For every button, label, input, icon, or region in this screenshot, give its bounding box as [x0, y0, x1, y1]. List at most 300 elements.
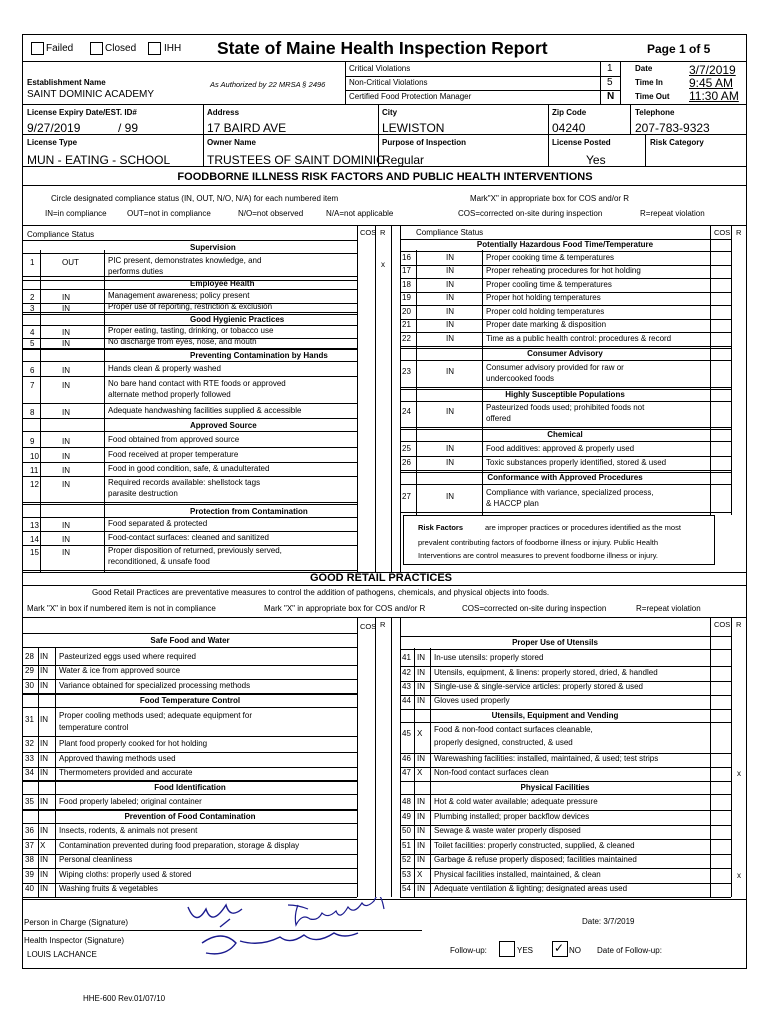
item-number: 48 — [402, 797, 411, 806]
compliance-status[interactable]: IN — [40, 681, 48, 690]
item-description: Approved thawing methods used — [59, 754, 176, 763]
item-description: Proper disposition of returned, previously served, — [108, 546, 282, 555]
row-divider — [400, 722, 731, 723]
followup-yes-label: YES — [517, 946, 534, 955]
form-number: HHE-600 Rev.01/07/10 — [83, 994, 166, 1003]
zip-label: Zip Code — [552, 108, 587, 117]
compliance-status[interactable]: IN — [40, 715, 48, 724]
item-description-2: undercooked foods — [486, 374, 555, 383]
compliance-status[interactable]: IN — [446, 444, 454, 453]
item-description: Plant food properly cooked for hot holding — [59, 739, 208, 748]
row-divider — [400, 360, 731, 361]
row-divider — [22, 418, 357, 419]
compliance-status-left: Compliance Status — [27, 230, 95, 239]
date-label: Date — [635, 64, 653, 73]
compliance-status[interactable]: IN — [62, 381, 70, 390]
row-divider — [22, 349, 357, 350]
item-description: Variance obtained for specialized processing methods — [59, 681, 251, 690]
inspector-label: Health Inspector (Signature) — [24, 936, 125, 945]
compliance-status[interactable]: IN — [62, 328, 70, 337]
row-divider — [400, 278, 731, 279]
section-title: Consumer Advisory — [527, 349, 603, 358]
item-number: 14 — [30, 535, 39, 544]
risk-factors-note-3: Interventions are control measures to prevent foodborne illness or injury. — [418, 551, 658, 560]
compliance-status[interactable]: IN — [62, 521, 70, 530]
item-number: 12 — [30, 480, 39, 489]
risk-factors-title: FOODBORNE ILLNESS RISK FACTORS AND PUBLIC HEALTH INTERVENTIONS — [177, 171, 593, 183]
item-description: Food obtained from approved source — [108, 435, 240, 444]
markx-instructions: Mark"X" in appropriate box for COS and/or R — [470, 194, 630, 203]
section-title: Proper Use of Utensils — [512, 638, 598, 647]
compliance-status[interactable]: IN — [417, 653, 425, 662]
license-type-value: MUN - EATING - SCHOOL — [27, 153, 171, 167]
followup-yes-checkbox[interactable] — [499, 941, 515, 957]
zip-value: 04240 — [552, 121, 586, 135]
compliance-status[interactable]: IN — [446, 458, 454, 467]
compliance-status[interactable]: IN — [40, 768, 48, 777]
row-divider — [400, 636, 731, 637]
item-description: Non-food contact surfaces clean — [434, 768, 549, 777]
item-description: Food additives: approved & properly used — [486, 444, 635, 453]
item-description-2: properly designed, constructed, & used — [434, 738, 573, 747]
item-description: Personal cleanliness — [59, 855, 133, 864]
item-description: Management awareness; policy present — [108, 291, 250, 300]
compliance-status[interactable]: IN — [62, 535, 70, 544]
item-description: Pasteurized foods used; prohibited foods not — [486, 403, 645, 412]
section-title: Highly Susceptible Populations — [505, 390, 625, 399]
retail-markcos: Mark "X" in appropriate box for COS and/or R — [264, 604, 426, 613]
section-title: Food Temperature Control — [139, 696, 241, 705]
item-number: 8 — [30, 408, 35, 417]
row-divider — [22, 314, 357, 315]
item-number: 37 — [25, 841, 34, 850]
compliance-status[interactable]: IN — [417, 696, 425, 705]
row-divider — [400, 332, 731, 333]
legend-out: OUT=not in compliance — [127, 209, 211, 218]
item-number: 20 — [402, 307, 411, 316]
item-description: Proper cooking time & temperatures — [486, 253, 615, 262]
row-divider — [22, 707, 357, 708]
cfpm-label: Certified Food Protection Manager — [349, 92, 472, 101]
report-date: Date: 3/7/2019 — [582, 917, 635, 926]
ihh-label: IHH — [164, 43, 182, 54]
item-number: 21 — [402, 320, 411, 329]
item-number: 50 — [402, 826, 411, 835]
license-type-label: License Type — [27, 138, 78, 147]
item-number: 54 — [402, 884, 411, 893]
row-divider — [22, 647, 357, 648]
item-number: 47 — [402, 768, 411, 777]
item-description: Washing fruits & vegetables — [59, 884, 158, 893]
row-divider — [22, 752, 357, 753]
row-divider — [22, 794, 357, 795]
row-divider — [22, 868, 357, 869]
item-description: Contamination prevented during food preparation, storage & display — [59, 841, 300, 850]
retail-cos-right: COS — [714, 620, 731, 629]
compliance-status[interactable]: IN — [62, 452, 70, 461]
time-out-value: 11:30 AM — [689, 89, 739, 103]
compliance-status[interactable]: IN — [62, 304, 70, 313]
item-number: 30 — [25, 681, 34, 690]
item-number: 41 — [402, 653, 411, 662]
authorization-text: As Authorized by 22 MRSA § 2496 — [210, 80, 326, 89]
row-divider — [400, 709, 731, 710]
compliance-status[interactable]: IN — [62, 293, 70, 302]
item-number: 45 — [402, 729, 411, 738]
item-number: 10 — [30, 452, 39, 461]
legend-no: N/O=not observed — [238, 209, 304, 218]
item-number: 19 — [402, 293, 411, 302]
license-posted-value: Yes — [586, 153, 606, 167]
failed-checkbox[interactable] — [31, 42, 44, 55]
item-description: In-use utensils: properly stored — [434, 653, 544, 662]
item-number: 33 — [25, 754, 34, 763]
row-divider — [22, 531, 357, 532]
compliance-status[interactable]: IN — [62, 366, 70, 375]
date-value: 3/7/2019 — [689, 63, 736, 77]
compliance-status[interactable]: IN — [62, 408, 70, 417]
page-title: State of Maine Health Inspection Report — [217, 38, 548, 58]
compliance-status[interactable]: IN — [446, 367, 454, 376]
compliance-status[interactable]: IN — [417, 884, 425, 893]
row-divider — [400, 868, 731, 869]
compliance-status[interactable]: IN — [40, 797, 48, 806]
followup-no-label: NO — [569, 946, 581, 955]
compliance-status[interactable]: OUT — [62, 258, 79, 267]
row-divider — [22, 823, 357, 824]
establishment-label: Establishment Name — [27, 78, 106, 87]
address-label: Address — [207, 108, 240, 117]
compliance-status[interactable]: IN — [446, 407, 454, 416]
item-number: 46 — [402, 754, 411, 763]
section-title: Potentially Hazardous Food Time/Temperature — [476, 240, 654, 249]
item-number: 32 — [25, 739, 34, 748]
noncritical-label: Non-Critical Violations — [349, 78, 428, 87]
row-divider — [400, 387, 731, 388]
item-description-2: offered — [486, 414, 511, 423]
est-id-value: / 99 — [118, 121, 139, 135]
cos-header-left: COS — [360, 228, 377, 237]
row-divider — [22, 679, 357, 680]
item-number: 5 — [30, 339, 35, 348]
compliance-status[interactable]: IN — [40, 884, 48, 893]
compliance-status[interactable]: IN — [417, 754, 425, 763]
legend-in: IN=in compliance — [45, 209, 107, 218]
item-description: Gloves used properly — [434, 696, 510, 705]
followup-no-checkbox[interactable] — [552, 941, 568, 957]
compliance-status[interactable]: IN — [446, 293, 454, 302]
repeat-mark[interactable]: x — [737, 871, 741, 880]
row-divider — [400, 810, 731, 811]
item-description: Water & ice from approved source — [59, 666, 181, 675]
row-divider — [400, 401, 731, 402]
item-number: 16 — [402, 253, 411, 262]
item-number: 26 — [402, 458, 411, 467]
risk-factors-note-2: prevalent contributing factors of foodborne illness or injury. Public Health — [418, 538, 658, 547]
row-divider — [22, 376, 357, 377]
compliance-status[interactable]: IN — [40, 652, 48, 661]
row-divider — [22, 517, 357, 518]
compliance-status[interactable]: X — [40, 841, 46, 850]
row-divider — [400, 427, 731, 428]
compliance-status-right: Compliance Status — [416, 228, 484, 237]
item-description-2: performs duties — [108, 267, 164, 276]
time-in-value: 9:45 AM — [689, 76, 734, 90]
row-divider — [22, 289, 357, 290]
item-description: No bare hand contact with RTE foods or approved — [108, 379, 286, 388]
risk-category-label: Risk Category — [650, 138, 704, 147]
row-divider — [400, 839, 731, 840]
compliance-status[interactable]: IN — [62, 548, 70, 557]
item-description: Thermometers provided and accurate — [59, 768, 193, 777]
row-divider — [400, 441, 731, 442]
compliance-status[interactable]: IN — [417, 682, 425, 691]
row-divider — [400, 484, 731, 485]
failed-label: Failed — [46, 43, 74, 54]
ihh-checkbox[interactable] — [148, 42, 161, 55]
item-description: Food separated & protected — [108, 519, 208, 528]
risk-factors-note-1: are improper practices or procedures identified as the most — [485, 523, 681, 532]
item-description: Time as a public health control: procedures & record — [486, 334, 672, 343]
row-divider — [22, 810, 357, 811]
legend-na: N/A=not applicable — [326, 209, 394, 218]
row-divider — [22, 504, 357, 505]
item-description-2: temperature control — [59, 723, 129, 732]
row-divider — [400, 781, 731, 782]
row-divider — [22, 781, 357, 782]
item-description: Insects, rodents, & animals not present — [59, 826, 198, 835]
row-divider — [22, 462, 357, 463]
item-description: Proper cooling time & temperatures — [486, 280, 612, 289]
item-number: 38 — [25, 855, 34, 864]
item-description: Compliance with variance, specialized process, — [486, 488, 654, 497]
item-number: 49 — [402, 812, 411, 821]
compliance-status[interactable]: IN — [40, 754, 48, 763]
compliance-status[interactable]: IN — [40, 666, 48, 675]
item-description: Proper date marking & disposition — [486, 320, 607, 329]
critical-count: 1 — [607, 63, 613, 74]
item-number: 22 — [402, 334, 411, 343]
item-description: No discharge from eyes, nose, and mouth — [108, 337, 257, 346]
item-description: Proper hot holding temperatures — [486, 293, 601, 302]
row-divider — [22, 403, 357, 404]
item-description: Hands clean & properly washed — [108, 364, 221, 373]
item-description: Food in good condition, safe, & unadulterated — [108, 464, 270, 473]
compliance-status[interactable]: IN — [446, 266, 454, 275]
row-divider — [22, 839, 357, 840]
compliance-status[interactable]: IN — [417, 797, 425, 806]
compliance-status[interactable]: IN — [62, 339, 70, 348]
section-title: Physical Facilities — [520, 783, 590, 792]
followup-label: Follow-up: — [450, 946, 487, 955]
item-number: 6 — [30, 366, 35, 375]
item-description: Proper cooling methods used; adequate equipment for — [59, 711, 253, 720]
purpose-value: Regular — [382, 153, 425, 167]
item-number: 7 — [30, 381, 35, 390]
row-divider — [22, 253, 357, 254]
compliance-status[interactable]: IN — [40, 826, 48, 835]
row-divider — [22, 240, 357, 241]
item-description: Food received at proper temperature — [108, 450, 239, 459]
item-description: Wiping cloths: properly used & stored — [59, 870, 192, 879]
item-number: 9 — [30, 437, 35, 446]
item-number: 24 — [402, 407, 411, 416]
person-in-charge-label: Person in Charge (Signature) — [24, 918, 129, 927]
row-divider — [22, 280, 357, 281]
telephone-label: Telephone — [635, 108, 675, 117]
cos-header-right: COS — [714, 228, 731, 237]
item-description: Single-use & single-service articles: properly stored & used — [434, 682, 643, 691]
time-out-label: Time Out — [635, 92, 670, 101]
retail-legend-cos: COS=corrected on-site during inspection — [462, 604, 607, 613]
item-number: 28 — [25, 652, 34, 661]
item-description: Physical facilities installed, maintained, & clean — [434, 870, 601, 879]
compliance-status[interactable]: IN — [40, 870, 48, 879]
item-description: Adequate handwashing facilities supplied & accessible — [108, 406, 302, 415]
row-divider — [400, 470, 731, 471]
item-number: 42 — [402, 668, 411, 677]
compliance-status[interactable]: IN — [446, 492, 454, 501]
r-header-right: R — [736, 228, 742, 237]
item-number: 52 — [402, 855, 411, 864]
row-divider — [400, 305, 731, 306]
item-number: 34 — [25, 768, 34, 777]
noncritical-count: 5 — [607, 77, 613, 88]
section-title: Safe Food and Water — [150, 636, 230, 645]
repeat-mark[interactable]: x — [737, 769, 741, 778]
compliance-status[interactable]: X — [417, 729, 423, 738]
item-description: Proper cold holding temperatures — [486, 307, 605, 316]
row-divider — [22, 447, 357, 448]
compliance-status[interactable]: IN — [62, 466, 70, 475]
item-number: 29 — [25, 666, 34, 675]
telephone-value: 207-783-9323 — [635, 121, 710, 135]
compliance-status[interactable]: IN — [446, 320, 454, 329]
item-number: 25 — [402, 444, 411, 453]
item-number: 4 — [30, 328, 35, 337]
item-description-2: alternate method properly followed — [108, 390, 231, 399]
cfpm-value: N — [607, 91, 615, 102]
item-description: Toxic substances properly identified, stored & used — [486, 458, 667, 467]
row-divider — [400, 251, 731, 252]
item-number: 43 — [402, 682, 411, 691]
item-description: Required records available: shellstock tags — [108, 478, 261, 487]
time-in-label: Time In — [635, 78, 663, 87]
item-description: Pasteurized eggs used where required — [59, 652, 196, 661]
compliance-status[interactable]: IN — [417, 668, 425, 677]
page-number: Page 1 of 5 — [647, 42, 711, 56]
item-description: Plumbing installed; proper backflow devices — [434, 812, 590, 821]
critical-label: Critical Violations — [349, 64, 411, 73]
row-divider — [22, 502, 357, 503]
row-divider — [22, 431, 357, 432]
city-label: City — [382, 108, 398, 117]
item-number: 44 — [402, 696, 411, 705]
compliance-status[interactable]: IN — [446, 307, 454, 316]
item-description: Warewashing facilities: installed, maintained, & used; test strips — [434, 754, 659, 763]
good-retail-subtitle: Good Retail Practices are preventative measures to control the addition of pathogens, chemicals, and physical objects into foods. — [92, 588, 550, 597]
item-description-2: reconditioned, & unsafe food — [108, 557, 210, 566]
compliance-status[interactable]: IN — [40, 739, 48, 748]
compliance-status[interactable]: IN — [417, 855, 425, 864]
row-divider — [22, 736, 357, 737]
item-number: 17 — [402, 266, 411, 275]
section-title: Food Identification — [154, 783, 226, 792]
legend-r: R=repeat violation — [640, 209, 705, 218]
legend-cos: COS=corrected on-site during inspection — [458, 209, 603, 218]
row-divider — [400, 649, 731, 650]
item-description-2: & HACCP plan — [486, 499, 539, 508]
good-retail-title: GOOD RETAIL PRACTICES — [310, 572, 452, 584]
compliance-status[interactable]: X — [417, 768, 423, 777]
risk-factors-note-title: Risk Factors — [418, 523, 464, 532]
item-number: 35 — [25, 797, 34, 806]
followup-no-checkmark: ✓ — [554, 941, 565, 955]
compliance-status[interactable]: IN — [446, 280, 454, 289]
row-divider — [400, 346, 731, 347]
compliance-status[interactable]: X — [417, 870, 423, 879]
retail-r-left: R — [380, 620, 386, 629]
item-number: 31 — [25, 715, 34, 724]
compliance-status[interactable]: IN — [40, 855, 48, 864]
item-number: 18 — [402, 280, 411, 289]
closed-checkbox[interactable] — [90, 42, 103, 55]
item-number: 51 — [402, 841, 411, 850]
row-divider — [400, 794, 731, 795]
row-divider — [22, 633, 357, 634]
closed-label: Closed — [105, 43, 137, 54]
item-description: Toilet facilities: properly constructed, supplied, & cleaned — [434, 841, 635, 850]
item-description: Garbage & refuse properly disposed; facilities maintained — [434, 855, 637, 864]
license-posted-label: License Posted — [552, 138, 611, 147]
row-divider — [400, 666, 731, 667]
row-divider — [22, 312, 357, 313]
section-title: Prevention of Food Contamination — [124, 812, 256, 821]
compliance-status[interactable]: IN — [446, 253, 454, 262]
inspector-name: LOUIS LACHANCE — [27, 950, 97, 959]
establishment-value: SAINT DOMINIC ACADEMY — [27, 89, 155, 100]
retail-r-right: R — [736, 620, 742, 629]
retail-cos-left: COS — [360, 622, 377, 631]
owner-value: TRUSTEES OF SAINT DOMINIC — [207, 153, 385, 167]
item-description: Proper use of reporting, restriction & exclusion — [108, 302, 273, 311]
address-value: 17 BAIRD AVE — [207, 121, 287, 135]
compliance-status[interactable]: IN — [62, 480, 70, 489]
item-number: 11 — [30, 466, 39, 475]
retail-markbox: Mark "X" in box if numbered item is not in compliance — [27, 604, 216, 613]
r-header-left: R — [380, 228, 386, 237]
owner-label: Owner Name — [207, 138, 256, 147]
compliance-status[interactable]: IN — [446, 334, 454, 343]
item-number: 53 — [402, 870, 411, 879]
item-description: Adequate ventilation & lighting; designated areas used — [434, 884, 628, 893]
compliance-status[interactable]: IN — [62, 437, 70, 446]
item-description: Food & non-food contact surfaces cleanable, — [434, 725, 593, 734]
item-number: 23 — [402, 367, 411, 376]
cos-mark[interactable]: x — [381, 260, 385, 269]
item-description: Proper reheating procedures for hot holding — [486, 266, 641, 275]
compliance-status[interactable]: IN — [417, 826, 425, 835]
section-title: Conformance with Approved Procedures — [487, 473, 643, 482]
row-divider — [400, 456, 731, 457]
compliance-status[interactable]: IN — [417, 812, 425, 821]
item-number: 15 — [30, 548, 39, 557]
compliance-status[interactable]: IN — [417, 841, 425, 850]
row-divider — [22, 276, 357, 277]
row-divider — [22, 361, 357, 362]
item-number: 36 — [25, 826, 34, 835]
signature-image — [180, 897, 410, 967]
